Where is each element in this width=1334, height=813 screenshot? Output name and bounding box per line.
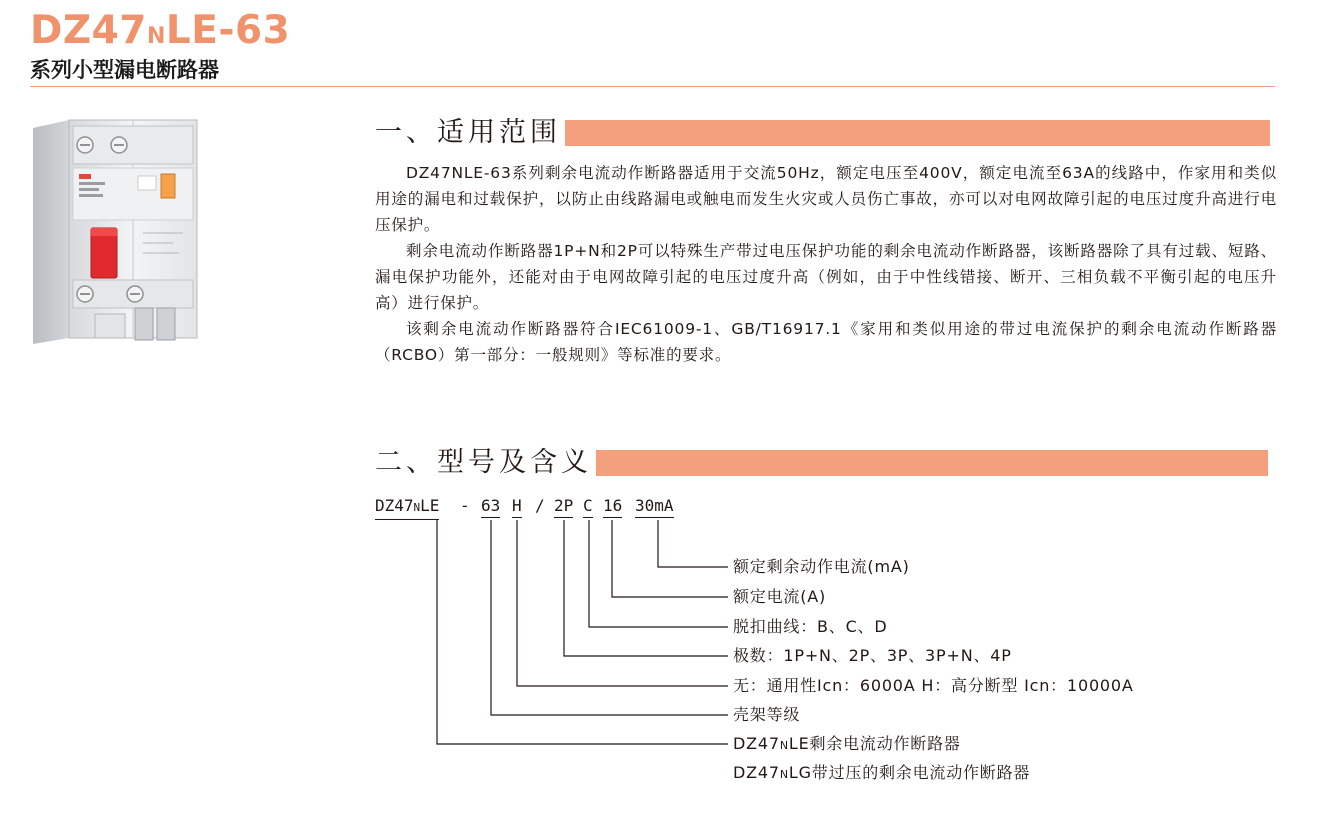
model-part-residual: 30mA [635, 496, 674, 518]
model-dash: - [460, 496, 470, 515]
connector-breaking [517, 520, 728, 686]
section-heading-text: 一、适用范围 [375, 117, 561, 148]
model-part-breaking: H [512, 496, 522, 518]
connector-residual [658, 520, 728, 567]
model-part-series: DZ47NLE [375, 496, 439, 520]
connector-current [612, 520, 728, 597]
model-part-current: 16 [603, 496, 622, 518]
model-part-poles: 2P [554, 496, 573, 518]
page-title: DZ47NLE-63 [30, 8, 291, 53]
label-frame-grade: 壳架等级 [733, 705, 801, 724]
paragraph: 该剩余电流动作断路器符合IEC61009-1、GB/T16917.1《家用和类似用途的带过电流保护的剩余电流动作断路器（RCBO）第一部分：一般规则》等标准的要求。 [375, 320, 1277, 364]
label-rated-current: 额定电流(A) [733, 587, 827, 606]
model-part-frame: 63 [481, 496, 500, 518]
label-breaking-capacity: 无：通用性Icn：6000A H：高分断型 Icn：10000A [733, 676, 1134, 695]
paragraph: 剩余电流动作断路器1P+N和2P可以特殊生产带过电压保护功能的剩余电流动作断路器，该断路器除了具有过载、短路、漏电保护功能外，还能对由于电网故障引起的电压过度升高（例如，由于中性线错接、断开、三相负载不平衡引起的电压升高）进行保护。 [375, 242, 1277, 312]
model-part-curve: C [583, 496, 593, 518]
paragraph: DZ47NLE-63系列剩余电流动作断路器适用于交流50Hz，额定电压至400V，额定电流至63A的线路中，作家用和类似用途的漏电和过载保护，以防止由线路漏电或触电而发生火灾或人员伤亡事故，亦可以对电网故障引起的电压过度升高进行电压保护。 [375, 164, 1277, 234]
label-series-lg: DZ47NLG带过压的剩余电流动作断路器 [733, 763, 1031, 782]
model-slash: / [535, 496, 545, 515]
label-poles: 极数：1P+N、2P、3P、3P+N、4P [733, 646, 1012, 665]
label-residual-current: 额定剩余动作电流(mA) [733, 557, 910, 576]
page-subtitle: 系列小型漏电断路器 [30, 58, 219, 82]
connector-series [437, 520, 728, 744]
label-series-le: DZ47NLE剩余电流动作断路器 [733, 734, 961, 753]
label-trip-curve: 脱扣曲线：B、C、D [733, 617, 888, 636]
section-heading-text: 二、型号及含义 [375, 447, 592, 478]
